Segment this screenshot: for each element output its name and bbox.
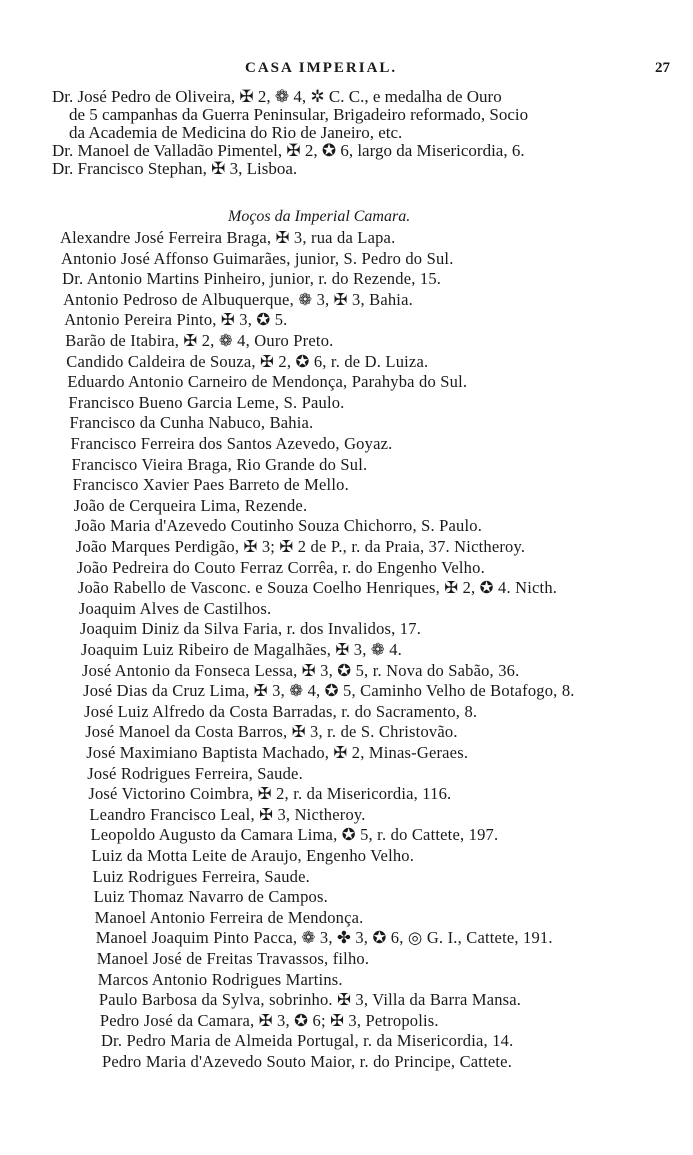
list-item: Antonio Pereira Pinto, ✠ 3, ✪ 5.	[64, 310, 288, 330]
running-header	[0, 60, 693, 84]
list-item: José Rodrigues Ferreira, Saude.	[87, 763, 303, 783]
list-item: José Victorino Coimbra, ✠ 2, r. da Misericordia, 116.	[88, 784, 452, 804]
list-item: Leandro Francisco Leal, ✠ 3, Nictheroy.	[89, 804, 366, 824]
list-item: Luiz Rodrigues Ferreira, Saude.	[92, 866, 310, 886]
list-item: José Dias da Cruz Lima, ✠ 3, ❁ 4, ✪ 5, Caminho Velho de Botafogo, 8.	[83, 681, 575, 701]
entry-line: Dr. Francisco Stephan, ✠ 3, Lisboa.	[52, 159, 298, 178]
list-item: Manoel José de Freitas Travassos, filho.	[96, 949, 370, 968]
list-item: Luiz da Motta Leite de Araujo, Engenho Velho.	[91, 846, 415, 865]
list-item: Pedro Maria d'Azevedo Souto Maior, r. do Principe, Cattete.	[102, 1052, 513, 1071]
entry-line: Dr. Manoel de Valladão Pimentel, ✠ 2, ✪ 6, largo da Misericordia, 6.	[52, 141, 525, 160]
list-item: Pedro José da Camara, ✠ 3, ✪ 6; ✠ 3, Petropolis.	[99, 1010, 439, 1030]
list-item: Barão de Itabira, ✠ 2, ❁ 4, Ouro Preto.	[65, 331, 334, 350]
list-item: João Maria d'Azevedo Coutinho Souza Chichorro, S. Paulo.	[74, 516, 483, 536]
list-item: João Rabello de Vasconc. e Souza Coelho Henriques, ✠ 2, ✪ 4. Nicth.	[77, 578, 558, 598]
section-heading: Moços da Imperial Camara.	[228, 208, 411, 225]
list-item: Eduardo Antonio Carneiro de Mendonça, Parahyba do Sul.	[67, 372, 468, 392]
header-title: CASA IMPERIAL.	[245, 60, 398, 76]
list-item: João Pedreira do Couto Ferraz Corrêa, r. do Engenho Velho.	[76, 557, 485, 577]
list-item: Joaquim Luiz Ribeiro de Magalhães, ✠ 3, ❁ 4.	[81, 640, 403, 659]
entry-line: de 5 campanhas da Guerra Peninsular, Brigadeiro reformado, Socio	[69, 105, 529, 124]
list-item: Antonio Pedroso de Albuquerque, ❁ 3, ✠ 3, Bahia.	[63, 289, 413, 309]
list-item: José Antonio da Fonseca Lessa, ✠ 3, ✪ 5, r. Nova do Sabão, 36.	[82, 660, 520, 680]
list-item: Paulo Barbosa da Sylva, sobrinho. ✠ 3, Villa da Barra Mansa.	[98, 990, 522, 1010]
list-item: José Manoel da Costa Barros, ✠ 3, r. de S. Christovão.	[85, 722, 458, 742]
list-item: Manoel Antonio Ferreira de Mendonça.	[94, 907, 364, 927]
entry-jose-pedro-de-oliveira	[52, 88, 528, 142]
list-item: José Luiz Alfredo da Costa Barradas, r. do Sacramento, 8.	[84, 701, 478, 721]
entry-francisco-stephan	[52, 160, 297, 178]
list-item: Joaquim Diniz da Silva Faria, r. dos Invalidos, 17.	[79, 619, 422, 639]
list-item: Leopoldo Augusto da Camara Lima, ✪ 5, r. do Cattete, 197.	[90, 825, 499, 845]
list-item: Dr. Antonio Martins Pinheiro, junior, r. do Rezende, 15.	[62, 269, 442, 289]
list-item: João Marques Perdigão, ✠ 3; ✠ 2 de P., r. da Praia, 37. Nictheroy.	[75, 537, 526, 556]
page-number: 27	[655, 60, 670, 76]
entry-line: Dr. José Pedro de Oliveira, ✠ 2, ❁ 4, ✲ C. C., e medalha de Ouro	[52, 87, 502, 106]
list-item: Francisco da Cunha Nabuco, Bahia.	[69, 413, 314, 433]
list-item: Francisco Vieira Braga, Rio Grande do Sul.	[71, 454, 368, 474]
list-item: Marcos Antonio Rodrigues Martins.	[97, 969, 343, 989]
entry-manoel-de-valladao	[52, 142, 525, 160]
list-item: José Maximiano Baptista Machado, ✠ 2, Minas-Geraes.	[86, 743, 469, 762]
list-item: Luiz Thomaz Navarro de Campos.	[93, 887, 328, 907]
list-item: Joaquim Alves de Castilhos.	[78, 598, 272, 618]
list-item: Alexandre José Ferreira Braga, ✠ 3, rua da Lapa.	[60, 228, 396, 247]
list-item: João de Cerqueira Lima, Rezende.	[73, 495, 308, 515]
list-item: Candido Caldeira de Souza, ✠ 2, ✪ 6, r. de D. Luiza.	[66, 351, 429, 371]
list-item: Dr. Pedro Maria de Almeida Portugal, r. da Misericordia, 14.	[100, 1031, 514, 1051]
list-item: Francisco Bueno Garcia Leme, S. Paulo.	[68, 392, 345, 412]
list-item: Francisco Xavier Paes Barreto de Mello.	[72, 475, 349, 495]
list-item: Francisco Ferreira dos Santos Azevedo, Goyaz.	[70, 434, 393, 453]
list-item: Antonio José Affonso Guimarães, junior, S. Pedro do Sul.	[61, 248, 454, 268]
entry-line: da Academia de Medicina do Rio de Janeiro, etc.	[69, 123, 403, 142]
list-item: Manoel Joaquim Pinto Pacca, ❁ 3, ✤ 3, ✪ 6, ◎ G. I., Cattete, 191.	[95, 928, 553, 948]
